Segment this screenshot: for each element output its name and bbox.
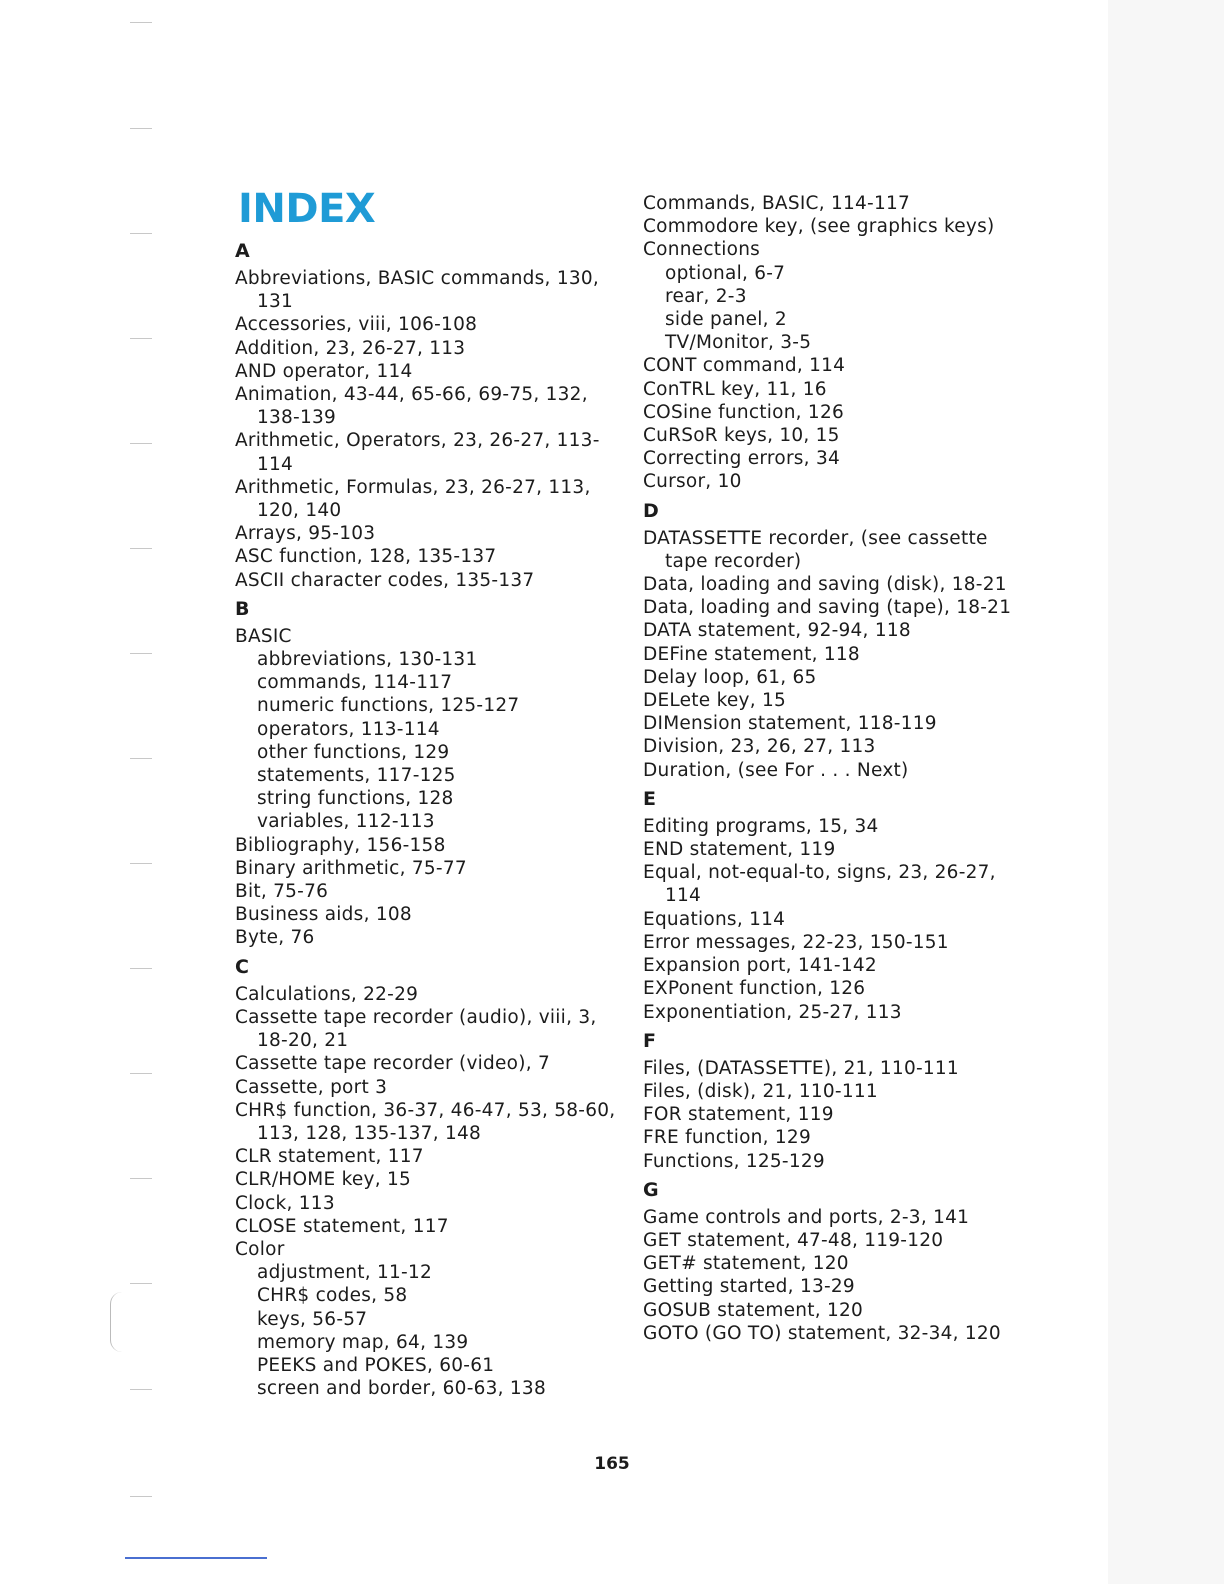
index-entry: Duration, (see For . . . Next) — [643, 759, 909, 781]
index-subentry: keys, 56-57 — [257, 1308, 368, 1330]
index-subentry: statements, 117-125 — [257, 765, 456, 787]
index-entry: END statement, 119 — [643, 839, 836, 861]
margin-tick — [130, 1178, 152, 1179]
index-entry: Cassette tape recorder (video), 7 — [235, 1053, 550, 1075]
index-entry: Equations, 114 — [643, 908, 786, 930]
index-column-left — [232, 240, 622, 1400]
index-entry: CLR/HOME key, 15 — [235, 1169, 412, 1191]
index-entry: Bit, 75-76 — [235, 881, 329, 903]
index-entry: Accessories, viii, 106-108 — [235, 314, 478, 336]
margin-curve-mark — [110, 1292, 131, 1352]
index-entry: Animation, 43-44, 65-66, 69-75, 132, 138-139 — [235, 384, 588, 429]
index-subentry: numeric functions, 125-127 — [257, 695, 520, 717]
index-entry: Functions, 125-129 — [643, 1150, 825, 1172]
index-entry: ConTRL key, 11, 16 — [643, 378, 827, 400]
margin-tick — [130, 1389, 152, 1390]
index-entry: DATA statement, 92-94, 118 — [643, 620, 911, 642]
index-entry: CONT command, 114 — [643, 355, 846, 377]
index-subentry: screen and border, 60-63, 138 — [257, 1378, 546, 1400]
index-entry: ASC function, 128, 135-137 — [235, 546, 497, 568]
index-entry: Getting started, 13-29 — [643, 1276, 855, 1298]
index-subentry: commands, 114-117 — [257, 672, 453, 694]
index-entry: Delay loop, 61, 65 — [643, 666, 817, 688]
index-entry: Data, loading and saving (disk), 18-21 — [643, 574, 1007, 596]
index-entry: DIMension statement, 118-119 — [643, 713, 937, 735]
section-letter-e: E — [643, 787, 656, 810]
index-entry: Clock, 113 — [235, 1192, 335, 1214]
margin-tick — [130, 233, 152, 234]
index-entry: Game controls and ports, 2-3, 141 — [643, 1206, 970, 1228]
margin-tick — [130, 968, 152, 969]
page-number: 165 — [594, 1454, 630, 1474]
section-letter-b: B — [235, 597, 250, 620]
index-subentry: memory map, 64, 139 — [257, 1331, 469, 1353]
margin-tick — [130, 863, 152, 864]
index-entry: Division, 23, 26, 27, 113 — [643, 736, 876, 758]
index-entry: CLOSE statement, 117 — [235, 1215, 449, 1237]
index-entry: Byte, 76 — [235, 927, 315, 949]
index-entry: Cassette tape recorder (audio), viii, 3, 18-20, 21 — [235, 1006, 597, 1052]
index-entry: CLR statement, 117 — [235, 1146, 424, 1168]
index-entry: GET statement, 47-48, 119-120 — [643, 1229, 944, 1251]
index-subentry: variables, 112-113 — [257, 811, 435, 833]
index-subentry: TV/Monitor, 3-5 — [665, 332, 812, 354]
index-entry: Files, (DATASSETTE), 21, 110-111 — [643, 1057, 959, 1079]
index-entry: AND operator, 114 — [235, 360, 413, 382]
index-entry: Business aids, 108 — [235, 904, 412, 926]
section-letter-c: C — [235, 955, 249, 978]
index-subentry: string functions, 128 — [257, 788, 454, 810]
index-entry: CHR$ function, 36-37, 46-47, 53, 58-60, 113, 128, 135-137, 148 — [235, 1099, 616, 1144]
index-subentry: operators, 113-114 — [257, 718, 440, 740]
index-entry: Exponentiation, 25-27, 113 — [643, 1001, 902, 1023]
index-entry: CuRSoR keys, 10, 15 — [643, 425, 840, 447]
index-entry: Calculations, 22-29 — [235, 983, 419, 1005]
index-entry: GOSUB statement, 120 — [643, 1299, 864, 1321]
index-entry: DELete key, 15 — [643, 690, 786, 712]
section-letter-f: F — [643, 1029, 656, 1052]
margin-tick — [130, 1496, 152, 1497]
page-edge-shade — [1108, 0, 1224, 1584]
binding-margin-marks — [130, 0, 154, 1584]
index-entry: FRE function, 129 — [643, 1127, 811, 1149]
page-title: INDEX — [238, 186, 376, 232]
index-column-right — [640, 192, 1030, 1345]
section-letter-g: G — [643, 1178, 659, 1201]
index-entry: Files, (disk), 21, 110-111 — [643, 1080, 878, 1102]
index-entry: BASIC — [235, 625, 292, 647]
index-entry: Cursor, 10 — [643, 471, 742, 493]
index-entry: Cassette, port 3 — [235, 1076, 388, 1098]
margin-tick — [130, 443, 152, 444]
index-subentry: PEEKS and POKES, 60-61 — [257, 1354, 495, 1376]
index-subentry: CHR$ codes, 58 — [257, 1285, 408, 1307]
margin-tick — [130, 1283, 152, 1284]
index-entry: Data, loading and saving (tape), 18-21 — [643, 597, 1012, 619]
index-subentry: other functions, 129 — [257, 741, 450, 763]
index-entry: Binary arithmetic, 75-77 — [235, 857, 467, 879]
index-entry: Equal, not-equal-to, signs, 23, 26-27, 114 — [643, 862, 996, 907]
margin-tick — [130, 1073, 152, 1074]
index-entry: Editing programs, 15, 34 — [643, 815, 879, 837]
index-entry: Commands, BASIC, 114-117 — [643, 193, 911, 214]
index-entry: Addition, 23, 26-27, 113 — [235, 337, 466, 359]
index-entry: Expansion port, 141-142 — [643, 955, 877, 977]
index-entry: EXPonent function, 126 — [643, 978, 866, 1000]
index-entry: Connections — [643, 239, 761, 261]
margin-tick — [130, 653, 152, 654]
index-subentry: abbreviations, 130-131 — [257, 649, 478, 671]
margin-tick — [130, 338, 152, 339]
margin-tick — [130, 22, 152, 23]
index-entry: Commodore key, (see graphics keys) — [643, 216, 995, 238]
index-entry: GOTO (GO TO) statement, 32-34, 120 — [643, 1322, 1001, 1344]
index-entry: Arrays, 95-103 — [235, 523, 376, 545]
index-entry: GET# statement, 120 — [643, 1253, 849, 1275]
index-subentry: side panel, 2 — [665, 309, 787, 331]
index-subentry: rear, 2-3 — [665, 285, 747, 307]
index-entry: Arithmetic, Operators, 23, 26-27, 113-114 — [235, 430, 600, 475]
section-letter-d: D — [643, 499, 659, 522]
margin-tick — [130, 128, 152, 129]
index-entry: Color — [235, 1238, 285, 1260]
index-entry: DATASSETTE recorder, (see cassette tape recorder) — [643, 527, 988, 572]
index-entry: Bibliography, 156-158 — [235, 834, 446, 856]
index-entry: COSine function, 126 — [643, 401, 844, 423]
bottom-rule — [125, 1557, 267, 1559]
index-subentry: optional, 6-7 — [665, 262, 786, 284]
index-entry: Arithmetic, Formulas, 23, 26-27, 113, 120, 140 — [235, 476, 591, 522]
section-letter-a: A — [235, 240, 250, 262]
index-entry: ASCII character codes, 135-137 — [235, 569, 535, 591]
index-entry: Abbreviations, BASIC commands, 130, 131 — [235, 268, 600, 313]
index-entry: FOR statement, 119 — [643, 1104, 834, 1126]
margin-tick — [130, 548, 152, 549]
index-entry: DEFine statement, 118 — [643, 643, 860, 665]
margin-tick — [130, 758, 152, 759]
index-subentry: adjustment, 11-12 — [257, 1262, 432, 1284]
index-entry: Error messages, 22-23, 150-151 — [643, 931, 949, 953]
index-entry: Correcting errors, 34 — [643, 448, 840, 470]
